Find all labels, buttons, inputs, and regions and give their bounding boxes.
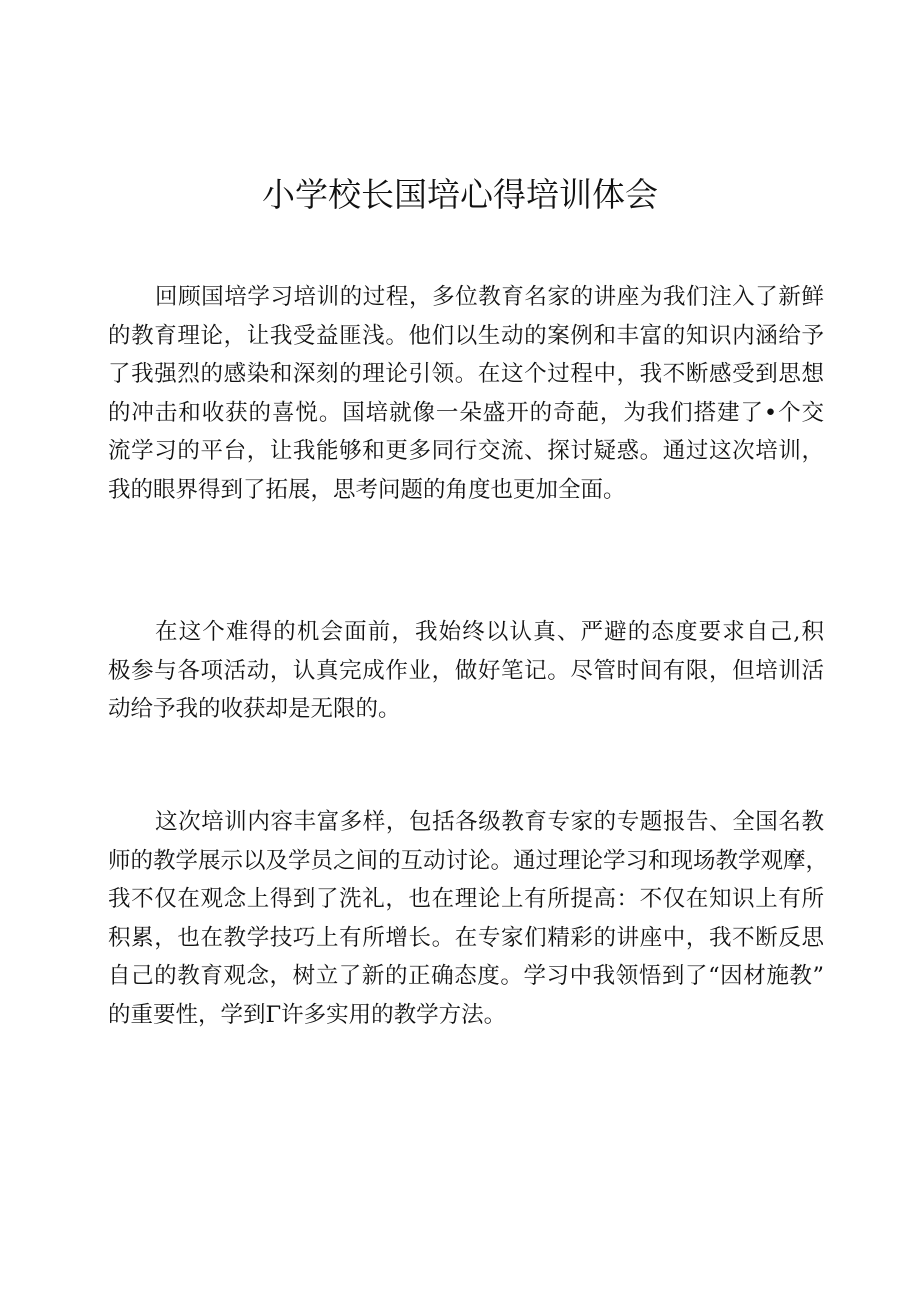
paragraph-line: 我的眼界得到了拓展，思考问题的角度也更加全面。	[108, 476, 626, 503]
paragraph-line: 了我强烈的感染和深刻的理论引领。在这个过程中，我不断感受到思想	[108, 361, 824, 387]
paragraph-1	[108, 278, 824, 509]
paragraph-line: 极参与各项活动，认真完成作业，做好笔记。尽管时间有限，但培训活	[108, 657, 824, 684]
paragraph-line: 的教育理论，让我受益匪浅。他们以生动的案例和丰富的知识内涵给予	[108, 322, 824, 349]
document-title: 小学校长国培心得培训体会	[262, 175, 658, 214]
paragraph-line: 动给予我的收获却是无限的。	[108, 696, 401, 722]
paragraph-line: 我不仅在观念上得到了洗礼，也在理论上有所提高：不仅在知识上有所	[108, 886, 824, 912]
paragraph-2	[108, 613, 824, 729]
paragraph-line: 师的教学展示以及学员之间的互动讨论。通过理论学习和现场教学观摩，	[108, 847, 829, 874]
paragraph-3	[108, 803, 829, 1034]
paragraph-line: 这次培训内容丰富多样，包括各级教育专家的专题报告、全国名教	[155, 809, 824, 835]
paragraph-line: 自己的教育观念，树立了新的正确态度。学习中我领悟到了“因材施教”	[108, 963, 824, 989]
paragraph-line: 在这个难得的机会面前，我始终以认真、严避的态度要求自己,积	[155, 619, 824, 645]
paragraph-line: 的冲击和收获的喜悦。国培就像一朵盛开的奇葩，为我们搭建了•个交	[108, 399, 824, 426]
paragraph-line: 回顾国培学习培训的过程，多位教育名家的讲座为我们注入了新鲜	[155, 284, 824, 310]
paragraph-line: 流学习的平台，让我能够和更多同行交流、探讨疑惑。通过这次培训，	[108, 438, 824, 464]
paragraph-line: 积累，也在教学技巧上有所增长。在专家们精彩的讲座中，我不断反思	[108, 924, 824, 951]
paragraph-line: 的重要性，学到Γ许多实用的教学方法。	[108, 1001, 507, 1028]
